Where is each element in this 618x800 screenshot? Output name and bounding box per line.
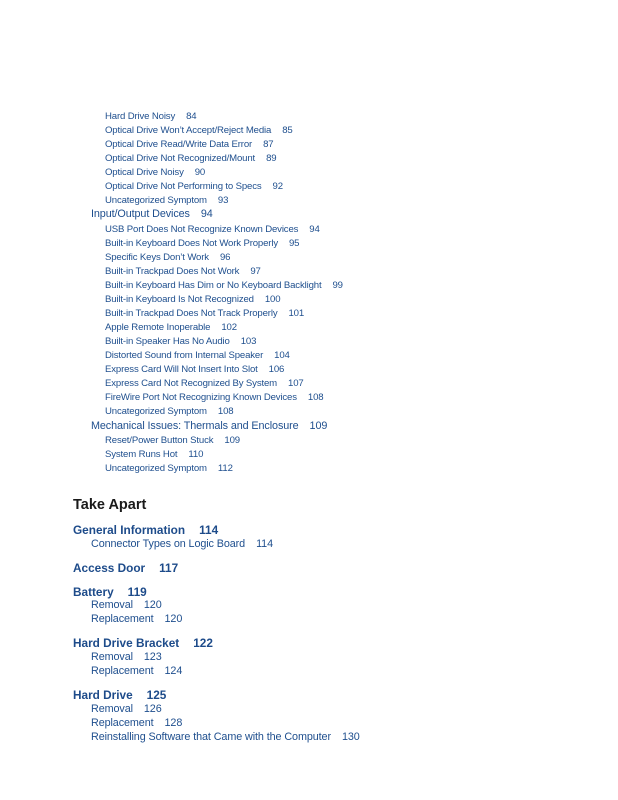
- toc-entry-page-number: 85: [282, 125, 293, 136]
- toc-entry-page-number: 120: [164, 613, 183, 625]
- toc-entry-title: Uncategorized Symptom: [105, 195, 207, 206]
- toc-entry-page-number: 107: [288, 378, 304, 389]
- toc-section-link[interactable]: [91, 208, 213, 220]
- toc-entry-title: Access Door: [73, 561, 146, 575]
- toc-subsection-link[interactable]: [105, 308, 304, 319]
- toc-entry-title: Hard Drive: [73, 688, 133, 702]
- toc-entry-title: Built-in Keyboard Is Not Recognized: [105, 294, 254, 305]
- toc-section-link[interactable]: [91, 717, 182, 729]
- toc-entry-title: Built-in Trackpad Does Not Work: [105, 266, 240, 277]
- toc-chapter-link[interactable]: [73, 688, 166, 702]
- toc-entry-title: Optical Drive Not Recognized/Mount: [105, 153, 256, 164]
- toc-section-link[interactable]: [91, 420, 327, 432]
- toc-chapter-link[interactable]: [73, 585, 147, 599]
- toc-entry-page-number: 95: [288, 238, 300, 249]
- toc-subsection-link[interactable]: [105, 280, 343, 291]
- toc-subsection-link[interactable]: [105, 139, 273, 150]
- toc-entry-page-number: 99: [332, 280, 343, 291]
- toc-entry-title: Optical Drive Read/Write Data Error: [105, 139, 253, 150]
- toc-entry-page-number: 112: [217, 463, 233, 474]
- toc-entry-page-number: 104: [274, 350, 290, 361]
- toc-entry-page-number: 128: [164, 717, 183, 729]
- toc-entry-title: Express Card Not Recognized By System: [105, 378, 278, 389]
- toc-subsection-link[interactable]: [105, 252, 230, 263]
- toc-entry-page-number: 97: [250, 266, 261, 277]
- toc-entry-title: Optical Drive Noisy: [105, 167, 184, 178]
- toc-entry-title: Input/Output Devices: [91, 208, 190, 220]
- toc-subsection-link[interactable]: [105, 350, 290, 361]
- toc-subsection-link[interactable]: [105, 224, 320, 235]
- toc-entry-title: Replacement: [91, 717, 154, 729]
- toc-entry-title: Battery: [73, 585, 114, 599]
- toc-entry-page-number: 114: [256, 538, 273, 550]
- toc-entry-page-number: 120: [143, 599, 162, 611]
- toc-section-link[interactable]: [91, 665, 182, 677]
- toc-entry-page-number: 90: [194, 167, 206, 178]
- toc-entry-page-number: 119: [127, 585, 147, 599]
- toc-entry-page-number: 108: [307, 392, 324, 403]
- toc-entry-page-number: 126: [143, 703, 162, 715]
- toc-entry-page-number: 114: [199, 523, 219, 537]
- toc-entry-page-number: 125: [146, 688, 167, 702]
- toc-section-link[interactable]: [91, 703, 162, 715]
- toc-subsection-link[interactable]: [105, 364, 284, 375]
- toc-entry-title: USB Port Does Not Recognize Known Devices: [105, 224, 299, 235]
- toc-chapter-link[interactable]: [73, 523, 218, 537]
- toc-chapter-link[interactable]: [73, 636, 213, 650]
- toc-entry-title: Optical Drive Won’t Accept/Reject Media: [105, 125, 272, 136]
- toc-entry-page-number: 110: [188, 449, 204, 460]
- toc-section-link[interactable]: [91, 613, 182, 625]
- toc-entry-title: Take Apart: [73, 497, 147, 513]
- toc-entry-title: Optical Drive Not Performing to Specs: [105, 181, 262, 192]
- toc-subsection-link[interactable]: [105, 378, 304, 389]
- toc-entry-title: Removal: [91, 651, 133, 663]
- toc-section-link[interactable]: [91, 599, 162, 611]
- toc-entry-page-number: 117: [159, 561, 179, 575]
- toc-entry-page-number: 109: [309, 420, 328, 432]
- toc-subsection-link[interactable]: [105, 322, 237, 333]
- toc-entry-page-number: 108: [217, 406, 234, 417]
- toc-entry-page-number: 101: [288, 308, 305, 319]
- toc-entry-title: FireWire Port Not Recognizing Known Devices: [105, 392, 297, 403]
- toc-subsection-link[interactable]: [105, 392, 323, 403]
- toc-entry-title: Mechanical Issues: Thermals and Enclosure: [91, 420, 299, 432]
- toc-subsection-link[interactable]: [105, 435, 240, 446]
- toc-section-link[interactable]: [91, 651, 162, 663]
- toc-subsection-link[interactable]: [105, 238, 299, 249]
- toc-subsection-link[interactable]: [105, 153, 276, 164]
- toc-entry-title: Replacement: [91, 613, 154, 625]
- toc-entry-page-number: 124: [164, 665, 183, 677]
- toc-entry-title: Built-in Keyboard Does Not Work Properly: [105, 238, 278, 249]
- toc-entry-title: Built-in Trackpad Does Not Track Properly: [105, 308, 278, 319]
- toc-entry-title: Hard Drive Bracket: [73, 636, 180, 650]
- toc-entry-page-number: 96: [219, 252, 231, 263]
- toc-entry-title: Uncategorized Symptom: [105, 463, 207, 474]
- toc-entry-title: Removal: [91, 703, 133, 715]
- toc-subsection-link[interactable]: [105, 195, 228, 206]
- toc-entry-title: System Runs Hot: [105, 449, 178, 460]
- toc-entry-page-number: 87: [263, 139, 274, 150]
- toc-entry-page-number: 102: [221, 322, 237, 333]
- toc-entry-title: Express Card Will Not Insert Into Slot: [105, 364, 258, 375]
- toc-entry-title: Apple Remote Inoperable: [105, 322, 211, 333]
- toc-subsection-link[interactable]: [105, 449, 203, 460]
- toc-entry-title: Specific Keys Don’t Work: [105, 252, 209, 263]
- toc-entry-page-number: 122: [193, 636, 213, 650]
- toc-entry-page-number: 100: [264, 294, 281, 305]
- toc-chapter-link[interactable]: [73, 561, 178, 575]
- toc-entry-page-number: 130: [341, 731, 360, 743]
- toc-entry-page-number: 84: [186, 111, 197, 122]
- toc-section-link[interactable]: [91, 538, 273, 550]
- toc-subsection-link[interactable]: [105, 294, 280, 305]
- toc-subsection-link[interactable]: [105, 125, 293, 136]
- toc-entry-page-number: 94: [309, 224, 320, 235]
- toc-section-link[interactable]: [91, 731, 360, 743]
- toc-entry-title: Reset/Power Button Stuck: [105, 435, 214, 446]
- toc-entry-title: Distorted Sound from Internal Speaker: [105, 350, 264, 361]
- toc-entry-page-number: 89: [266, 153, 277, 164]
- toc-subsection-link[interactable]: [105, 167, 205, 178]
- toc-entry-title: Reinstalling Software that Came with the Computer: [91, 731, 331, 743]
- toc-subsection-link[interactable]: [105, 406, 233, 417]
- toc-subsection-link[interactable]: [105, 111, 196, 122]
- toc-entry-page-number: 109: [224, 435, 240, 446]
- toc-entry-page-number: 93: [217, 195, 229, 206]
- toc-entry-page-number: 103: [240, 336, 257, 347]
- toc-entry-page-number: 92: [272, 181, 283, 192]
- toc-entry-title: Removal: [91, 599, 133, 611]
- toc-entry-title: Replacement: [91, 665, 154, 677]
- toc-subsection-link[interactable]: [105, 463, 233, 474]
- toc-entry-title: Hard Drive Noisy: [105, 111, 176, 122]
- toc-subsection-link[interactable]: [105, 266, 261, 277]
- toc-entry-page-number: 106: [268, 364, 285, 375]
- toc-entry-title: Built-in Keyboard Has Dim or No Keyboard Backlight: [105, 280, 322, 291]
- toc-entry-title: Connector Types on Logic Board: [91, 538, 246, 550]
- toc-subsection-link[interactable]: [105, 336, 256, 347]
- toc-entry-title: Uncategorized Symptom: [105, 406, 207, 417]
- toc-subsection-link[interactable]: [105, 181, 283, 192]
- toc-entry-title: General Information: [73, 523, 186, 537]
- toc-entry-page-number: 123: [143, 651, 162, 663]
- section-heading: [73, 497, 146, 513]
- toc-entry-title: Built-in Speaker Has No Audio: [105, 336, 230, 347]
- toc-entry-page-number: 94: [200, 208, 213, 220]
